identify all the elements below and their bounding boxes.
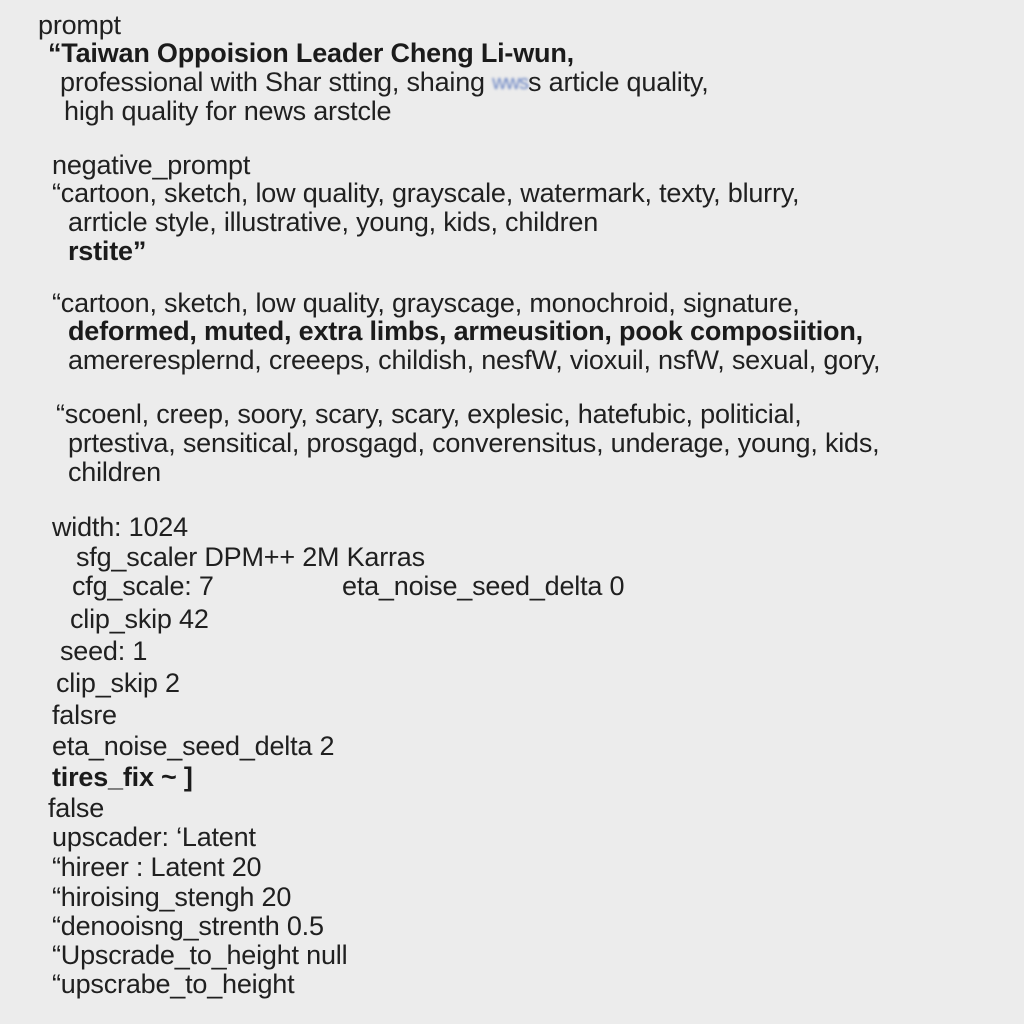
block3-line-2: prtestiva, sensitical, prosgagd, converensitus, underage, young, kids,	[68, 428, 880, 458]
smudged-text: wws	[492, 72, 529, 94]
param-seed: seed: 1	[60, 636, 148, 666]
prompt-line-2	[60, 67, 709, 98]
prompt-line-2b: s article quality,	[528, 67, 709, 97]
param-hireer: “hireer : Latent 20	[52, 852, 262, 882]
block2-line-1: “cartoon, sketch, low quality, grayscage, monochroid, signature,	[52, 288, 800, 318]
negative-prompt-line-3: rstite”	[68, 236, 147, 266]
prompt-heading: prompt	[38, 10, 121, 40]
param-upscader: upscader: ‘Latent	[52, 822, 256, 852]
param-sfg-scaler: sfg_scaler DPM++ 2M Karras	[76, 542, 425, 572]
param-clip-skip-2: clip_skip 2	[56, 668, 180, 698]
param-hiroising: “hiroising_stengh 20	[52, 882, 292, 912]
param-upscrabe-to-height: “upscrabe_to_height	[52, 969, 295, 999]
negative-prompt-line-1: “cartoon, sketch, low quality, grayscale, watermark, texty, blurry,	[52, 178, 800, 208]
prompt-line-1: “Taiwan Oppoision Leader Cheng Li-wun,	[48, 38, 574, 68]
negative-prompt-line-2: arrticle style, illustrative, young, kids, children	[68, 207, 599, 237]
block3-line-3: children	[68, 457, 161, 487]
param-eta-noise-seed-delta-2: eta_noise_seed_delta 2	[52, 731, 335, 761]
param-false: false	[48, 793, 105, 823]
param-clip-skip-42: clip_skip 42	[70, 604, 209, 634]
param-eta-noise-seed-delta-0: eta_noise_seed_delta 0	[342, 571, 625, 601]
block3-line-1: “scoenl, creep, soory, scary, scary, explesic, hatefubic, politicial,	[56, 399, 802, 429]
param-tires-fix: tires_fix ~ ]	[52, 762, 193, 792]
param-denoising: “denooisng_strenth 0.5	[52, 911, 324, 941]
param-cfg-scale: cfg_scale: 7	[72, 571, 214, 601]
prompt-line-2a: professional with Shar stting, shaing	[60, 67, 493, 97]
param-width: width: 1024	[52, 512, 188, 542]
prompt-line-3: high quality for news arstcle	[64, 96, 392, 126]
block2-line-2: deformed, muted, extra limbs, armeusition, pook composiition,	[68, 316, 863, 346]
negative-prompt-heading: negative_prompt	[52, 150, 251, 180]
block2-line-3: amererespler‍nd, creeeps, childish, nesfW, vioxuil, nsfW, sexual, gory,	[68, 345, 881, 375]
param-falsre: falsre	[52, 700, 117, 730]
param-upscrade-to-height: “Upscrade_to_height null	[52, 940, 348, 970]
